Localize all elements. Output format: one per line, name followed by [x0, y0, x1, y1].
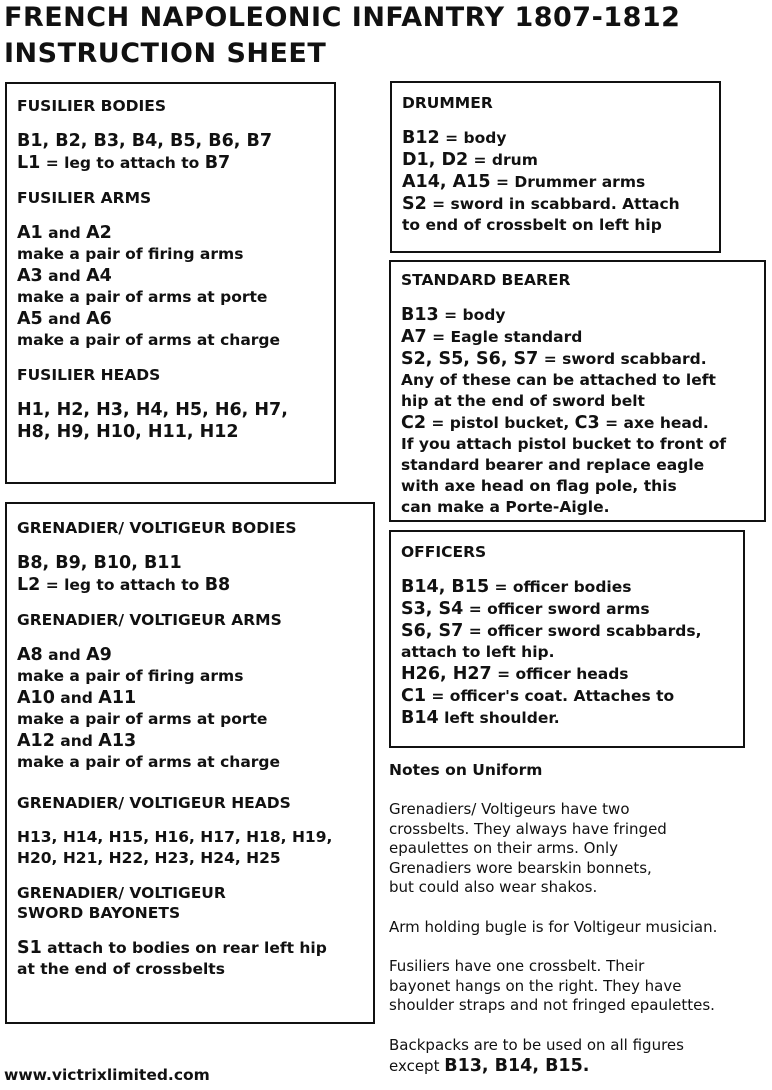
standard-line-4: Any of these can be attached to left	[401, 371, 716, 389]
standard-line-1: B13 = body	[401, 305, 506, 325]
drummer-line-4: S2 = sword in scabbard. Attach	[402, 194, 680, 214]
gren-arms-heading: GRENADIER/ VOLTIGEUR ARMS	[17, 611, 282, 629]
fusilier-heads-line-2: H8, H9, H10, H11, H12	[17, 422, 239, 442]
notes-p1-line-4: Grenadiers wore bearskin bonnets,	[389, 858, 652, 877]
website-footer: www.victrixlimited.com	[4, 1066, 210, 1084]
fusilier-arms-pair-1: A1 and A2	[17, 223, 112, 243]
drummer-tail: to end of crossbelt on left hip	[402, 216, 662, 234]
notes-on-uniform	[389, 760, 769, 1077]
officers-line-6: C1 = officer's coat. Attaches to	[401, 686, 675, 706]
standard-line-6: C2 = pistol bucket, C3 = axe head.	[401, 413, 709, 433]
gren-bayonets-heading-2: SWORD BAYONETS	[17, 904, 181, 922]
standard-line-3: S2, S5, S6, S7 = sword scabbard.	[401, 349, 707, 369]
gren-bayonets-line-2: at the end of crossbelts	[17, 960, 225, 978]
gren-heads-heading: GRENADIER/ VOLTIGEUR HEADS	[17, 794, 291, 812]
notes-p4-line-2: except B13, B14, B15.	[389, 1056, 590, 1076]
officers-line-2: S3, S4 = officer sword arms	[401, 599, 650, 619]
title-line-1: FRENCH NAPOLEONIC INFANTRY 1807-1812	[4, 2, 681, 33]
gren-bayonets-line-1: S1 attach to bodies on rear left hip	[17, 938, 327, 958]
standard-bearer-section	[389, 260, 766, 522]
standard-line-9: with axe head on flag pole, this	[401, 477, 677, 495]
fusilier-arms-desc-3: make a pair of arms at charge	[17, 331, 281, 349]
fusilier-arms-desc-2: make a pair of arms at porte	[17, 288, 268, 306]
officers-line-1: B14, B15 = officer bodies	[401, 577, 632, 597]
officers-section	[389, 530, 745, 748]
officers-line-5: H26, H27 = officer heads	[401, 664, 629, 684]
gren-leg-line: L2 = leg to attach to B8	[17, 575, 231, 595]
title-line-2: INSTRUCTION SHEET	[4, 38, 327, 69]
drummer-line-1: B12 = body	[402, 128, 507, 148]
fusilier-arms-heading: FUSILIER ARMS	[17, 189, 152, 207]
gren-arms-pair-2: A10 and A11	[17, 688, 137, 708]
fusilier-arms-pair-3: A5 and A6	[17, 309, 112, 329]
gren-bodies-heading: GRENADIER/ VOLTIGEUR BODIES	[17, 519, 297, 537]
notes-p3-line-2: bayonet hangs on the right. They have	[389, 976, 682, 995]
drummer-line-3: A14, A15 = Drummer arms	[402, 172, 646, 192]
gren-bayonets-heading-1: GRENADIER/ VOLTIGEUR	[17, 884, 226, 902]
gren-heads-line-1: H13, H14, H15, H16, H17, H18, H19,	[17, 828, 333, 846]
drummer-section	[390, 81, 721, 253]
notes-p3-line-1: Fusiliers have one crossbelt. Their	[389, 957, 645, 975]
officers-line-3: S6, S7 = officer sword scabbards,	[401, 621, 702, 641]
notes-p1-line-2: crossbelts. They always have fringed	[389, 819, 667, 838]
fusilier-heads-line-1: H1, H2, H3, H4, H5, H6, H7,	[17, 400, 288, 420]
notes-p3-line-3: shoulder straps and not fringed epaulettes.	[389, 996, 715, 1014]
officers-line-4: attach to left hip.	[401, 643, 555, 661]
notes-p4-line-1: Backpacks are to be used on all figures	[389, 1035, 684, 1054]
officers-heading: OFFICERS	[401, 543, 487, 561]
standard-line-2: A7 = Eagle standard	[401, 327, 583, 347]
gren-arms-pair-3: A12 and A13	[17, 731, 137, 751]
gren-arms-desc-2: make a pair of arms at porte	[17, 710, 268, 728]
page-title	[4, 0, 680, 72]
drummer-line-2: D1, D2 = drum	[402, 150, 538, 170]
gren-heads-line-2: H20, H21, H22, H23, H24, H25	[17, 849, 281, 867]
notes-p1-line-1: Grenadiers/ Voltigeurs have two	[389, 800, 630, 818]
fusilier-arms-pair-2: A3 and A4	[17, 266, 112, 286]
notes-p1-line-3: epaulettes on their arms. Only	[389, 839, 619, 857]
fusilier-arms-desc-1: make a pair of firing arms	[17, 245, 244, 263]
officers-line-7: B14 left shoulder.	[401, 708, 560, 728]
notes-heading: Notes on Uniform	[389, 761, 543, 779]
fusilier-bodies-list: B1, B2, B3, B4, B5, B6, B7	[17, 131, 273, 151]
standard-heading: STANDARD BEARER	[401, 271, 571, 289]
standard-line-8: standard bearer and replace eagle	[401, 456, 705, 474]
fusilier-leg-line: L1 = leg to attach to B7	[17, 153, 231, 173]
grenadier-section	[5, 502, 375, 1024]
drummer-heading: DRUMMER	[402, 94, 493, 112]
gren-arms-desc-1: make a pair of firing arms	[17, 667, 244, 685]
notes-p1-line-5: but could also wear shakos.	[389, 878, 598, 896]
gren-arms-desc-3: make a pair of arms at charge	[17, 753, 281, 771]
standard-line-5: hip at the end of sword belt	[401, 392, 645, 410]
fusilier-section	[5, 82, 336, 484]
gren-bodies-list: B8, B9, B10, B11	[17, 553, 182, 573]
gren-arms-pair-1: A8 and A9	[17, 645, 112, 665]
standard-line-10: can make a Porte-Aigle.	[401, 498, 610, 516]
fusilier-heads-heading: FUSILIER HEADS	[17, 366, 161, 384]
fusilier-bodies-heading: FUSILIER BODIES	[17, 97, 167, 115]
notes-p2: Arm holding bugle is for Voltigeur musician.	[389, 917, 718, 936]
standard-line-7: If you attach pistol bucket to front of	[401, 435, 727, 453]
